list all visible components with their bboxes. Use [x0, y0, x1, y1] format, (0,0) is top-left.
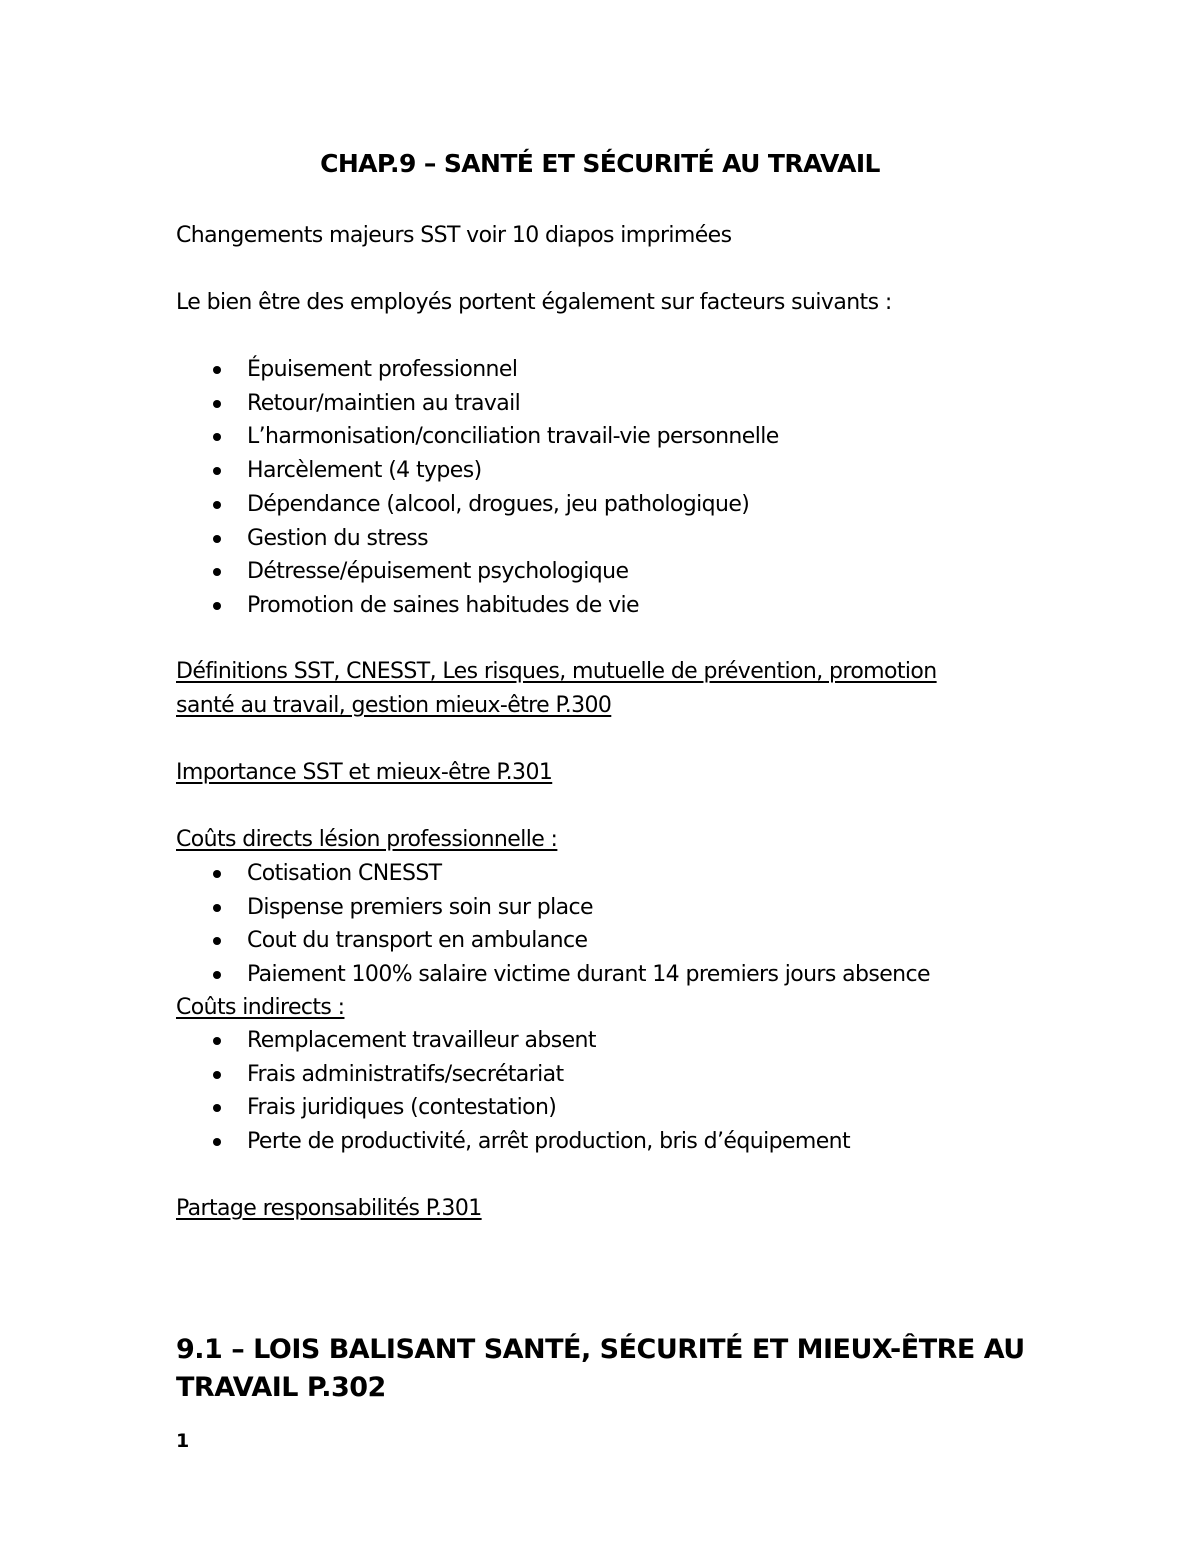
importance-line: Importance SST et mieux-être P.301	[176, 760, 553, 785]
list-item: Détresse/épuisement psychologique	[176, 555, 779, 589]
wellbeing-factors-list	[176, 353, 779, 623]
list-item: Frais juridiques (contestation)	[176, 1091, 850, 1125]
list-item: Retour/maintien au travail	[176, 387, 779, 421]
list-item: Promotion de saines habitudes de vie	[176, 589, 779, 623]
definitions-line-1: Définitions SST, CNESST, Les risques, mutuelle de prévention, promotion	[176, 659, 937, 684]
list-item: Dépendance (alcool, drogues, jeu pathologique)	[176, 488, 779, 522]
direct-costs-heading: Coûts directs lésion professionnelle :	[176, 827, 558, 852]
list-item: Épuisement professionnel	[176, 353, 779, 387]
intro-line: Changements majeurs SST voir 10 diapos imprimées	[176, 223, 732, 248]
list-item: Harcèlement (4 types)	[176, 454, 779, 488]
list-item: Remplacement travailleur absent	[176, 1024, 850, 1058]
indirect-costs-list	[176, 1024, 850, 1159]
section-heading-line-1: 9.1 – LOIS BALISANT SANTÉ, SÉCURITÉ ET MIEUX-ÊTRE AU	[176, 1334, 1025, 1365]
list-item: Perte de productivité, arrêt production, bris d’équipement	[176, 1125, 850, 1159]
indirect-costs-heading: Coûts indirects :	[176, 995, 345, 1020]
responsibilities-line: Partage responsabilités P.301	[176, 1196, 482, 1221]
list-item: Paiement 100% salaire victime durant 14 premiers jours absence	[176, 958, 930, 992]
list-item: Gestion du stress	[176, 522, 779, 556]
list-item: Cout du transport en ambulance	[176, 924, 930, 958]
list-item: L’harmonisation/conciliation travail-vie personnelle	[176, 420, 779, 454]
page-number: 1	[176, 1430, 190, 1452]
section-heading-line-2: TRAVAIL P.302	[176, 1372, 386, 1403]
wellbeing-intro: Le bien être des employés portent également sur facteurs suivants :	[176, 290, 892, 315]
list-item: Dispense premiers soin sur place	[176, 891, 930, 925]
page-title: CHAP.9 – SANTÉ ET SÉCURITÉ AU TRAVAIL	[320, 149, 880, 178]
direct-costs-list	[176, 857, 930, 992]
list-item: Cotisation CNESST	[176, 857, 930, 891]
list-item: Frais administratifs/secrétariat	[176, 1058, 850, 1092]
section-heading	[176, 1331, 1025, 1407]
definitions-line-2: santé au travail, gestion mieux-être P.300	[176, 693, 612, 718]
